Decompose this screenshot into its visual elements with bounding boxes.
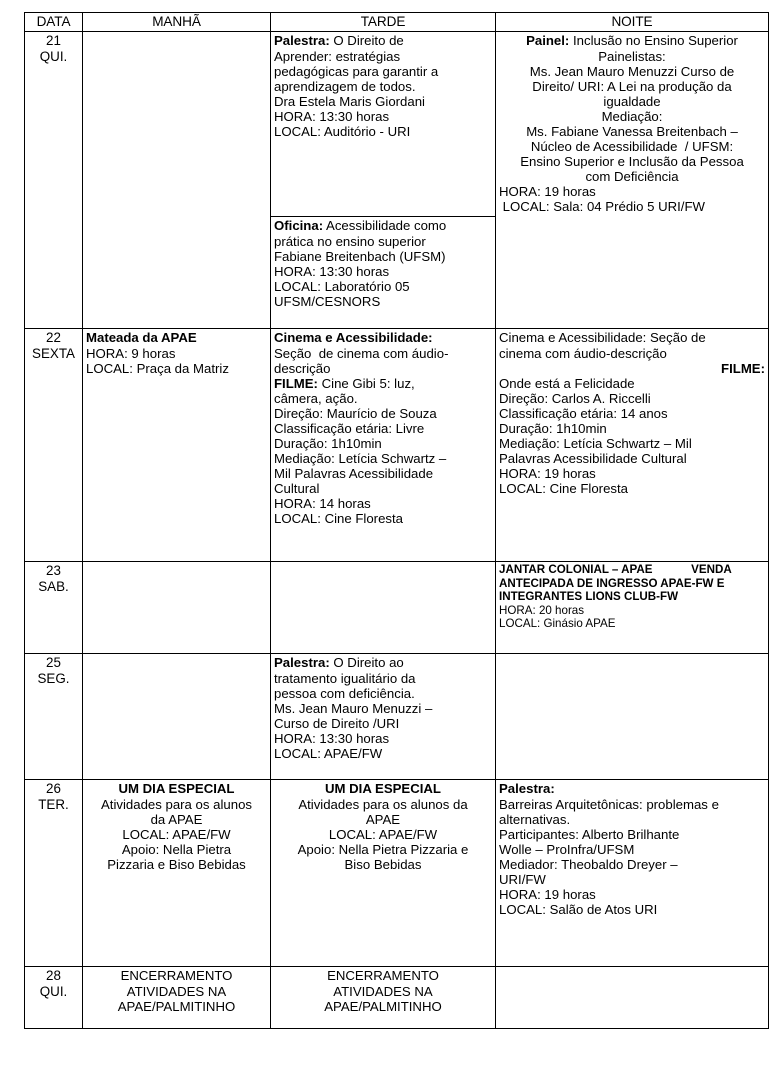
content-line: Mil Palavras Acessibilidade — [274, 465, 434, 481]
evening-cell — [496, 329, 769, 562]
evening-content — [499, 781, 765, 916]
content-line: Participantes: Alberto Brilhante — [499, 826, 680, 842]
content-line: Direito/ URI: A Lei na produção da — [532, 78, 732, 94]
content-line: HORA: 19 horas — [499, 886, 596, 902]
afternoon-content — [274, 968, 492, 1013]
content-line: ANTECIPADA DE INGRESSO APAE-FW E — [499, 576, 725, 590]
evening-content-bold — [499, 563, 765, 603]
column-header-tarde: TARDE — [271, 13, 496, 32]
date-cell — [25, 780, 83, 967]
content-line: cinema com áudio-descrição — [499, 345, 667, 361]
content-line: LOCAL: APAE/FW — [274, 745, 383, 761]
content-line: Apoio: Nella Pietra — [121, 841, 232, 857]
content-line: Curso de Direito /URI — [274, 715, 400, 731]
content-line: Ensino Superior e Inclusão da Pessoa — [520, 153, 744, 169]
afternoon-content — [274, 330, 492, 526]
content-line: INTEGRANTES LIONS CLUB-FW — [499, 590, 679, 604]
content-line: HORA: 19 horas — [499, 465, 596, 481]
date-weekday: SAB. — [38, 579, 69, 595]
afternoon-cell — [271, 329, 496, 562]
content-line: LOCAL: Cine Floresta — [274, 511, 403, 527]
content-line-emphasis: UM DIA ESPECIAL — [324, 781, 441, 797]
content-line-emphasis: Palestra: — [274, 33, 330, 49]
content-line: ENCERRAMENTO — [327, 968, 439, 984]
afternoon-cell — [271, 32, 496, 217]
morning-content — [86, 781, 267, 871]
morning-cell — [83, 562, 271, 654]
table-row — [25, 562, 769, 654]
content-line: LOCAL: Auditório - URI — [274, 123, 411, 139]
table-row — [25, 329, 769, 562]
morning-cell — [83, 780, 271, 967]
morning-cell — [83, 32, 271, 329]
evening-cell — [496, 654, 769, 780]
content-line: JANTAR COLONIAL – APAE VENDA — [499, 563, 732, 577]
content-line: Ms. Jean Mauro Menuzzi Curso de — [529, 63, 735, 79]
content-line: Mediação: Letícia Schwartz – Mil — [499, 435, 692, 451]
content-line-emphasis: Painel: — [526, 33, 570, 49]
content-line: LOCAL: Salão de Atos URI — [499, 901, 658, 917]
content-line: Direção: Carlos A. Riccelli — [499, 390, 651, 406]
content-line: Palestra: O Direito de — [274, 33, 404, 49]
content-line: Wolle – ProInfra/UFSM — [499, 841, 635, 857]
content-line: Seção de cinema com áudio- — [274, 345, 449, 361]
content-line: Painel: Inclusão no Ensino Superior — [526, 33, 738, 49]
content-line: Aprender: estratégias — [274, 48, 401, 64]
content-line: HORA: 9 horas — [86, 345, 176, 361]
evening-cell — [496, 967, 769, 1029]
evening-content — [499, 604, 765, 631]
date-cell — [25, 967, 83, 1029]
content-line: APAE/PALMITINHO — [117, 998, 236, 1014]
table-header — [25, 13, 769, 32]
content-line — [499, 781, 765, 796]
date-day: 26 — [46, 781, 61, 797]
content-line: LOCAL: Laboratório 05 — [274, 278, 410, 294]
morning-cell — [83, 654, 271, 780]
table-row — [25, 32, 769, 217]
content-line: FILME: Cine Gibi 5: luz, — [274, 375, 415, 391]
content-line: HORA: 19 horas — [499, 183, 596, 199]
content-line — [274, 781, 492, 796]
content-line: Mediador: Theobaldo Dreyer – — [499, 856, 678, 872]
content-line-emphasis: Palestra: — [499, 781, 555, 797]
date-day: 28 — [46, 968, 61, 984]
content-line: Duração: 1h10min — [274, 435, 382, 451]
content-line: Cultural — [274, 480, 320, 496]
content-line: HORA: 13:30 horas — [274, 108, 390, 124]
content-line: Ms. Jean Mauro Menuzzi – — [274, 700, 433, 716]
content-line: igualdade — [603, 93, 661, 109]
content-line: Onde está a Felicidade — [499, 375, 635, 391]
afternoon-cell-secondary — [271, 217, 496, 329]
content-line: Classificação etária: Livre — [274, 420, 425, 436]
content-line: Mediação: — [601, 108, 663, 124]
afternoon-content — [274, 781, 492, 871]
morning-content — [86, 330, 267, 375]
content-line-emphasis: Oficina: — [274, 218, 324, 234]
content-line: tratamento igualitário da — [274, 670, 416, 686]
date-day: 21 — [46, 33, 61, 49]
content-line: URI/FW — [499, 871, 546, 887]
content-line — [274, 330, 492, 345]
evening-cell — [496, 562, 769, 654]
content-line: HORA: 20 horas — [499, 603, 585, 617]
content-line: Barreiras Arquitetônicas: problemas e — [499, 796, 719, 812]
date-cell — [25, 654, 83, 780]
content-line: Duração: 1h10min — [499, 420, 607, 436]
morning-cell — [83, 329, 271, 562]
column-header-noite: NOITE — [496, 13, 769, 32]
content-line-emphasis: Palestra: — [274, 655, 330, 671]
afternoon-cell — [271, 967, 496, 1029]
content-line: APAE/PALMITINHO — [324, 998, 442, 1014]
content-line-emphasis: UM DIA ESPECIAL — [118, 781, 235, 797]
table-body — [25, 32, 769, 1029]
content-line — [86, 330, 267, 345]
content-line: HORA: 13:30 horas — [274, 730, 390, 746]
content-line: Pizzaria e Biso Bebidas — [107, 856, 246, 872]
content-line: Fabiane Breitenbach (UFSM) — [274, 248, 446, 264]
content-line: Cinema e Acessibilidade: Seção de — [499, 330, 706, 346]
content-line — [499, 361, 765, 376]
content-line: Palavras Acessibilidade Cultural — [499, 450, 687, 466]
content-line: câmera, ação. — [274, 390, 358, 406]
evening-cell — [496, 32, 769, 329]
content-line: LOCAL: Sala: 04 Prédio 5 URI/FW — [499, 199, 705, 214]
content-line: Classificação etária: 14 anos — [499, 405, 668, 421]
date-cell — [25, 562, 83, 654]
content-line: descrição — [274, 360, 331, 376]
content-line: ATIVIDADES NA — [126, 983, 227, 999]
content-line: alternativas. — [499, 811, 571, 827]
date-weekday: QUI. — [39, 984, 68, 1000]
evening-content-center — [499, 33, 765, 183]
content-line: ENCERRAMENTO — [120, 968, 233, 984]
date-day: 23 — [46, 563, 61, 579]
column-header-manha: MANHÃ — [83, 13, 271, 32]
content-line: UFSM/CESNORS — [274, 293, 381, 309]
content-line: pedagógicas para garantir a — [274, 63, 439, 79]
date-weekday: TER. — [38, 797, 69, 813]
content-line: Palestra: O Direito ao — [274, 655, 404, 671]
content-line — [86, 781, 267, 796]
evening-content-left — [499, 184, 765, 214]
evening-content — [499, 330, 765, 496]
date-day: 25 — [46, 655, 61, 671]
date-cell — [25, 329, 83, 562]
content-line: LOCAL: APAE/FW — [122, 826, 231, 842]
content-line: Ms. Fabiane Vanessa Breitenbach – — [526, 123, 738, 139]
content-line: APAE — [365, 811, 401, 827]
content-line: LOCAL: APAE/FW — [328, 826, 438, 842]
content-line: LOCAL: Praça da Matriz — [86, 360, 229, 376]
content-line: Oficina: Acessibilidade como — [274, 218, 447, 234]
table-row — [25, 780, 769, 967]
content-line: pessoa com deficiência. — [274, 685, 415, 701]
content-line: Direção: Maurício de Souza — [274, 405, 437, 421]
date-weekday: SEXTA — [32, 346, 75, 362]
content-line-emphasis: Mateada da APAE — [86, 330, 197, 346]
content-line: Núcleo de Acessibilidade / UFSM: — [530, 138, 734, 154]
afternoon-cell — [271, 562, 496, 654]
content-line: da APAE — [150, 811, 203, 827]
table-row — [25, 654, 769, 780]
content-line: com Deficiência — [585, 168, 679, 184]
content-line: Painelistas: — [598, 48, 666, 64]
content-line: Atividades para os alunos da — [298, 796, 468, 812]
afternoon-cell — [271, 654, 496, 780]
content-line: Dra Estela Maris Giordani — [274, 93, 425, 109]
afternoon-content-secondary — [274, 218, 492, 308]
content-line: aprendizagem de todos. — [274, 78, 416, 94]
content-line: ATIVIDADES NA — [333, 983, 433, 999]
content-line-emphasis: Cinema e Acessibilidade: — [274, 330, 433, 346]
content-line: LOCAL: Cine Floresta — [499, 480, 628, 496]
date-cell — [25, 32, 83, 329]
content-line: HORA: 14 horas — [274, 496, 371, 511]
content-line: HORA: 13:30 horas — [274, 263, 390, 279]
content-line: Apoio: Nella Pietra Pizzaria e — [297, 841, 469, 857]
content-line-emphasis: FILME: — [274, 375, 318, 391]
date-weekday: QUI. — [39, 49, 68, 65]
content-line-emphasis: FILME: — [721, 360, 765, 376]
column-header-data: DATA — [25, 13, 83, 32]
evening-cell — [496, 780, 769, 967]
table-header-row — [25, 13, 769, 32]
afternoon-cell — [271, 780, 496, 967]
table-row — [25, 967, 769, 1029]
content-line: LOCAL: Ginásio APAE — [499, 617, 616, 631]
date-weekday: SEG. — [37, 671, 70, 687]
schedule-table — [24, 12, 769, 1029]
afternoon-content — [274, 655, 492, 760]
morning-cell — [83, 967, 271, 1029]
afternoon-content — [274, 33, 492, 138]
content-line: Biso Bebidas — [344, 856, 422, 872]
content-line: prática no ensino superior — [274, 233, 426, 249]
date-day: 22 — [46, 330, 61, 346]
content-line: Atividades para os alunos — [100, 796, 253, 812]
content-line: Mediação: Letícia Schwartz – — [274, 450, 447, 466]
morning-content — [86, 968, 267, 1013]
